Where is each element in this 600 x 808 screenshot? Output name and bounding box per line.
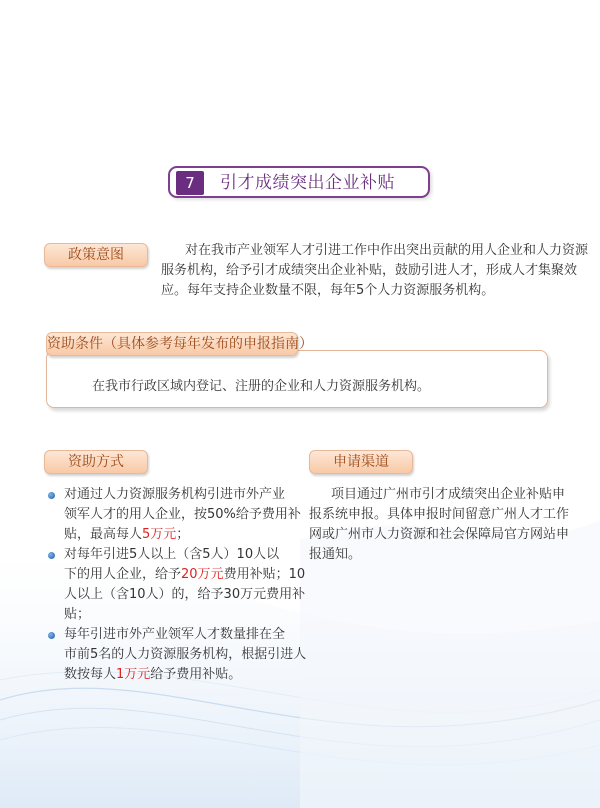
channel-line-4: 报通知。: [309, 547, 362, 562]
funding-item-2-line-1: 对每年引进5人以上（含5人）10人以: [64, 547, 280, 562]
channel-line-1: 项目通过广州市引才成绩突出企业补贴申: [331, 487, 566, 502]
conditions-tag: 资助条件（具体参考每年发布的申报指南）: [46, 332, 298, 356]
policy-line-1: 对在我市产业领军人才引进工作中作出突出贡献的用人企业和人力资源: [185, 243, 589, 258]
section-number: 7: [176, 171, 204, 195]
channel-line-2: 报系统申报。具体申报时间留意广州人才工作: [309, 507, 570, 522]
section-title: 引才成绩突出企业补贴: [220, 173, 395, 193]
funding-item-3-line-2: 市前5名的人力资源服务机构，根据引进人: [64, 647, 307, 662]
funding-item-1-line-3: 贴，最高每人5万元；: [64, 527, 190, 542]
funding-item-1-line-2: 领军人才的用人企业，按50%给予费用补: [64, 507, 301, 522]
policy-line-2: 服务机构，给予引才成绩突出企业补贴，鼓励引进人才，形成人才集聚效: [161, 263, 578, 278]
policy-tag: 政策意图: [44, 243, 148, 267]
bullet-icon: [48, 492, 55, 499]
bullet-icon: [48, 552, 55, 559]
section-title-box: [168, 166, 430, 198]
funding-item-2-line-4: 贴；: [64, 607, 91, 622]
channel-line-3: 网或广州市人力资源和社会保障局官方网站申: [309, 527, 570, 542]
channel-tag: 申请渠道: [309, 450, 413, 474]
funding-item-3-line-1: 每年引进市外产业领军人才数量排在全: [64, 627, 286, 642]
funding-item-2-line-3: 人以上（含10人）的，给予30万元费用补: [64, 587, 306, 602]
funding-item-3-line-3: 数按每人1万元给予费用补贴。: [64, 667, 242, 682]
funding-tag: 资助方式: [44, 450, 148, 474]
bullet-icon: [48, 632, 55, 639]
funding-item-2-line-2: 下的用人企业，给予20万元费用补贴；10: [64, 567, 306, 582]
policy-line-3: 应。每年支持企业数量不限，每年5个人力资源服务机构。: [161, 283, 495, 298]
conditions-text: 在我市行政区域内登记、注册的企业和人力资源服务机构。: [92, 379, 431, 394]
funding-item-1-line-1: 对通过人力资源服务机构引进市外产业: [64, 487, 286, 502]
